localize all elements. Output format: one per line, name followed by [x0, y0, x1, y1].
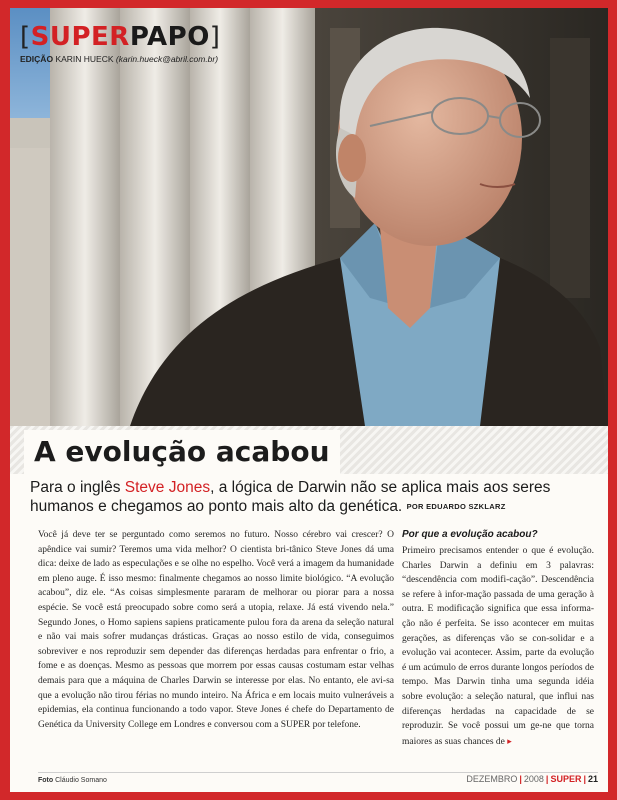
bracket-open: [: [20, 22, 31, 52]
continue-arrow-icon: ▸: [507, 735, 512, 746]
deck-lead: Para o inglês: [30, 479, 125, 496]
section-title-papo: PAPO: [129, 22, 210, 52]
photo-credit-name: Cláudio Somano: [55, 777, 107, 784]
portrait-illustration: [10, 8, 608, 426]
photo-credit: [38, 777, 107, 784]
editor-name: KARIN HUECK: [55, 54, 114, 64]
deck: [30, 478, 590, 516]
interview-answer: [402, 544, 594, 749]
deck-rest: , a lógica de Darwin não se aplica mais aos seres humanos e chegamos ao ponto mais alto da genética.: [30, 479, 551, 515]
section-title-super: SUPER: [30, 22, 130, 52]
portrait-photo: [10, 8, 608, 426]
page-footer: [38, 772, 598, 786]
folio-year: 2008: [523, 774, 544, 784]
headline: A evolução acabou: [24, 430, 340, 474]
byline: POR EDUARDO SZKLARZ: [406, 502, 506, 511]
folio-date: DEZEMBRO: [466, 774, 518, 784]
interview-answer-text: Primeiro precisamos entender o que é evolução. Charles Darwin a definiu em 3 palavras: “descendência com modifi-cação”. Descendência se refere à infor-mação passada de uma geração à outra. E modificação significa que essa informa-ção não é perfeita. Se isso acontecer em muitas gerações, as diferenças vão se con-solidar e a evolução vai acontecer. Assim, parte da evolução é um acúmulo de erros durante longos períodos de tempo. Mas Darwin tinha uma segunda idéia sobre evolução: a seleção natural, que influi nas diferenças herdadas na capacidade de se reproduzir. Se você possui um ge-ne que torna maiores as suas chances de: [402, 546, 594, 747]
folio-magazine: SUPER: [550, 774, 582, 784]
body-paragraph: Você já deve ter se perguntado como seremos no futuro. Nosso cérebro vai crescer? O apêndice vai sumir? Teremos uma vida melhor? O cientista bri-tânico Steve Jones dá uma dica: deixe de lado as especulações e se olhe no espelho. Você verá a imagem da humanidade em pleno auge. É isso mesmo: finalmente chegamos ao nosso limite biológico. “A evolução acabou”, diz ele. “As coisas simplesmente pararam de melhorar ou piorar para a nossa espécie. Se você está preocupado sobre como será a utopia, relaxe. Já está vivendo nela.” Segundo Jones, o Homo sapiens sapiens praticamente pulou fora da arena da seleção natural e não vai mais sofrer mudanças drásticas. Graças ao nosso estilo de vida, conseguimos sobreviver e nos reproduzir sem depender das diferenças herdadas para enfrentar o frio, a fome e as doenças. Mesmo as pessoas que morrem por essas causas costumam estar velhas demais para que a máquina de Charles Darwin se interesse por elas. No entanto, ele avi-sa que a evolução não tirou férias no mundo inteiro. Na África e em locais muito vulneráveis a epidemias, ela continua funcionando a todo vapor. Steve Jones é chefe do Departamento de Genética da University College em Londres e conversou com a SUPER por telefone.: [38, 530, 394, 730]
editor-credit: [20, 54, 220, 64]
editor-email: (karin.hueck@abril.com.br): [115, 54, 219, 64]
bracket-close: ]: [209, 22, 221, 52]
subhead: Por que a evolução acabou?: [402, 529, 538, 540]
page-number: 21: [587, 774, 598, 784]
editor-label: EDIÇÃO: [20, 54, 54, 64]
section-header: [20, 22, 220, 64]
photo-label: Foto: [38, 777, 54, 784]
magazine-page: [10, 8, 608, 792]
folio: DEZEMBRO | 2008 | SUPER | 21: [466, 774, 598, 784]
deck-name: Steve Jones: [124, 479, 211, 496]
body-right-column: [402, 528, 594, 749]
section-title: [20, 22, 220, 52]
body-left-column: [38, 528, 394, 732]
